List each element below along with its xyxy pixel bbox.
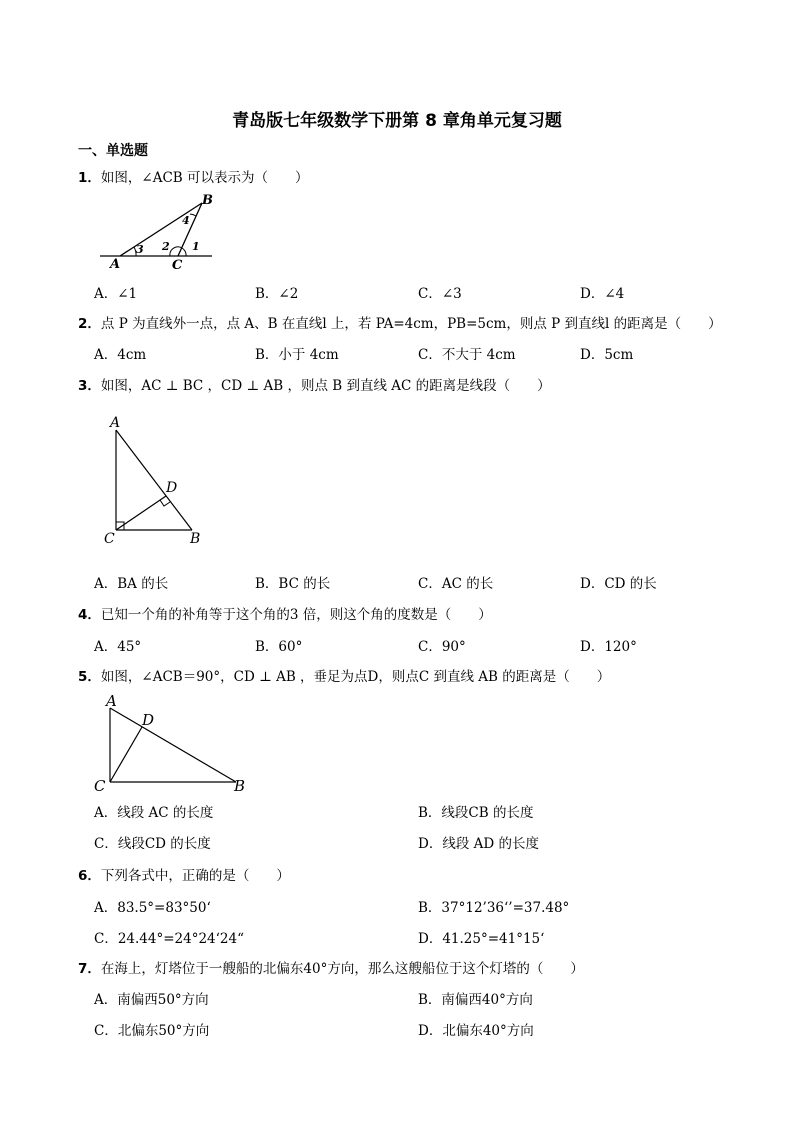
option-b: B．线段CB 的长度 — [418, 805, 534, 821]
option-d: D．5cm — [580, 347, 634, 363]
option-b: B．60° — [255, 639, 303, 655]
option-a: A．BA 的长 — [94, 576, 169, 592]
question-4 — [78, 603, 492, 623]
question-number: 5． — [78, 669, 101, 685]
question-1 — [78, 166, 309, 186]
option-b: B．37°12’36‘’=37.48° — [418, 900, 570, 916]
label-point-D: D — [166, 480, 178, 496]
option-a: A．45° — [94, 639, 142, 655]
option-a: A．∠1 — [94, 286, 138, 302]
question-number: 6． — [78, 868, 101, 884]
label-point-B: B — [234, 777, 246, 795]
option-c: C．不大于 4cm — [418, 347, 516, 363]
question-number: 2． — [78, 316, 101, 332]
label-angle-2: 2 — [162, 240, 170, 253]
question-5 — [78, 665, 610, 685]
question-number: 1． — [78, 170, 101, 186]
option-d: D．41.25°=41°15‘ — [418, 931, 545, 947]
option-b: B．∠2 — [255, 286, 299, 302]
label-angle-4: 4 — [182, 214, 190, 227]
question-3 — [78, 374, 551, 394]
section-heading: 一、单选题 — [78, 143, 148, 159]
question-text: 在海上，灯塔位于一艘船的北偏东40°方向，那么这艘船位于这个灯塔的（ ） — [100, 961, 584, 977]
label-point-C: C — [172, 258, 183, 270]
figure-q1 — [98, 192, 216, 270]
question-number: 4． — [78, 607, 101, 623]
option-c: C．∠3 — [418, 286, 462, 302]
option-c: C．90° — [418, 639, 466, 655]
label-point-A: A — [110, 257, 121, 270]
option-c: C．线段CD 的长度 — [94, 836, 211, 852]
question-text: 如图，∠ACB＝90°，CD ⊥ AB ，垂足为点D，则点C 到直线 AB 的距离是（ ） — [100, 669, 611, 685]
question-2 — [78, 312, 722, 332]
label-angle-3: 3 — [136, 243, 144, 256]
question-text: 点 P 为直线外一点，点 A、B 在直线l 上，若 PA=4cm，PB=5cm，则点 P 到直线l 的距离是（ ） — [100, 316, 722, 332]
option-b: B．BC 的长 — [255, 576, 331, 592]
label-point-B: B — [202, 193, 213, 208]
question-text: 下列各式中，正确的是（ ） — [100, 868, 290, 884]
option-c: C．北偏东50°方向 — [94, 1023, 210, 1039]
question-7 — [78, 957, 584, 977]
option-d: D．120° — [580, 639, 637, 655]
question-text: 如图，∠ACB 可以表示为（ ） — [100, 170, 309, 186]
option-c: C．AC 的长 — [418, 576, 494, 592]
option-b: B．小于 4cm — [255, 347, 339, 363]
option-d: D．北偏东40°方向 — [418, 1023, 534, 1039]
option-d: D．CD 的长 — [580, 576, 657, 592]
label-point-B: B — [190, 531, 201, 547]
question-6 — [78, 864, 290, 884]
label-point-D: D — [142, 711, 155, 729]
label-point-C: C — [104, 531, 115, 547]
option-d: D．∠4 — [580, 286, 625, 302]
label-point-A: A — [110, 415, 121, 431]
figure-q3 — [98, 412, 210, 548]
label-angle-1: 1 — [192, 240, 200, 253]
figure-q5 — [90, 690, 250, 796]
question-text: 已知一个角的补角等于这个角的3 倍，则这个角的度数是（ ） — [100, 607, 492, 623]
option-d: D．线段 AD 的长度 — [418, 836, 539, 852]
question-text: 如图，AC ⊥ BC ，CD ⊥ AB ，则点 B 到直线 AC 的距离是线段（ ） — [100, 378, 551, 394]
label-point-A: A — [106, 692, 117, 710]
option-a: A．南偏西50°方向 — [94, 992, 209, 1008]
label-point-C: C — [94, 777, 106, 795]
question-number: 7． — [78, 961, 101, 977]
question-number: 3． — [78, 378, 101, 394]
option-c: C．24.44°=24°24‘24“ — [94, 931, 245, 947]
option-b: B．南偏西40°方向 — [418, 992, 533, 1008]
option-a: A．4cm — [94, 347, 147, 363]
option-a: A．83.5°=83°50‘ — [94, 900, 211, 916]
page-title: 青岛版七年级数学下册第 8 章角单元复习题 — [232, 111, 562, 131]
option-a: A．线段 AC 的长度 — [94, 805, 214, 821]
